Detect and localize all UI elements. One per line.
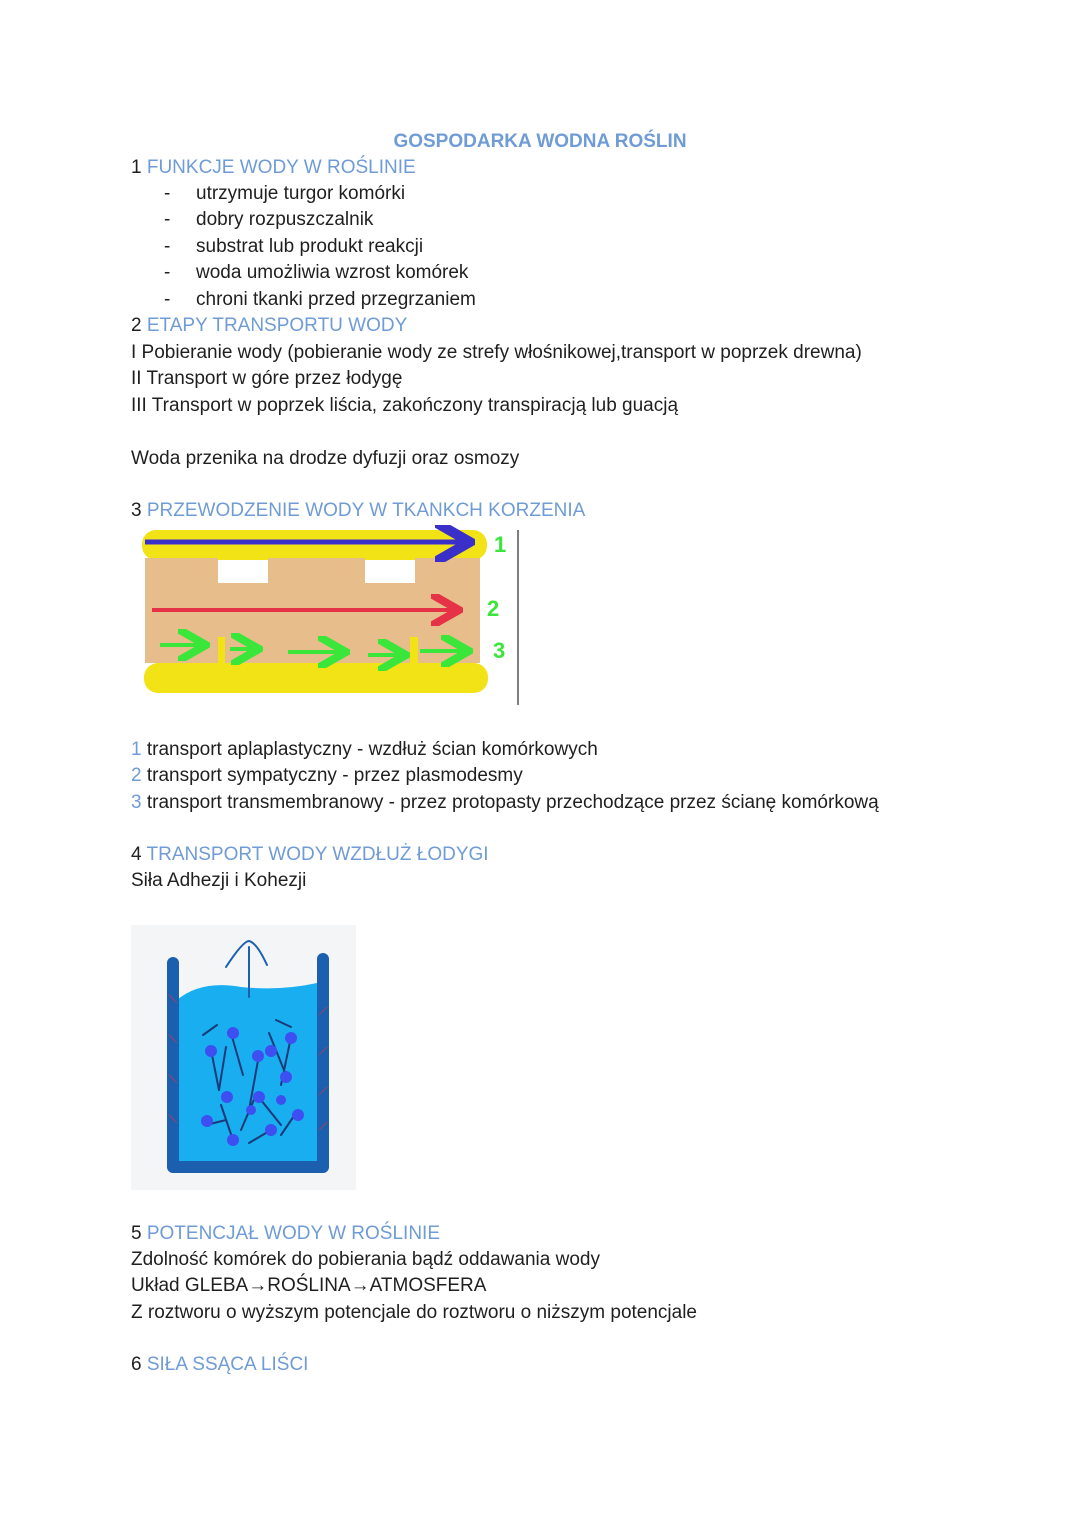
legend-text: transport aplaplastyczny - wzdłuż ścian komórkowych [146, 739, 598, 760]
legend-item-3 [131, 790, 879, 816]
section-number: 1 [131, 157, 142, 178]
cell-wall-top [142, 530, 487, 560]
legend-text: transport sympatyczny - przez plasmodesmy [146, 765, 523, 786]
section-5-heading [131, 1221, 440, 1247]
section-6-heading [131, 1352, 308, 1378]
legend-number: 3 [131, 792, 142, 813]
cell-gap [410, 637, 418, 663]
list-item: chroni tkanki przed przegrzaniem [196, 289, 476, 310]
legend-text: transport transmembranowy - przez protopasty przechodzące przez ścianę komórkową [146, 792, 879, 813]
section-title: ETAPY TRANSPORTU WODY [146, 315, 408, 336]
bullet-dash: - [164, 209, 171, 230]
legend-item-1 [131, 737, 598, 763]
section-number: 4 [131, 844, 142, 865]
paragraph: Z roztworu o wyższym potencjale do roztworu o niższym potencjale [131, 1302, 698, 1323]
paragraph: Woda przenika na drodze dyfuzji oraz osmozy [131, 448, 520, 469]
section-2-heading [131, 313, 407, 339]
list-item: utrzymuje turgor komórki [196, 183, 406, 204]
section-title: PRZEWODZENIE WODY W TKANKCH KORZENIA [146, 500, 586, 521]
section-number: 5 [131, 1223, 142, 1244]
section-title: POTENCJAŁ WODY W ROŚLINIE [146, 1223, 440, 1244]
list-item: dobry rozpuszczalnik [196, 209, 374, 230]
stage-line: III Transport w poprzek liścia, zakończony transpiracją lub guacją [131, 395, 679, 416]
bullet-dash: - [164, 262, 171, 283]
legend-item-2 [131, 763, 523, 789]
section-title: FUNKCJE WODY W ROŚLINIE [146, 157, 416, 178]
legend-number: 1 [131, 739, 142, 760]
section-1-heading [131, 155, 416, 181]
root-transport-diagram [130, 525, 530, 710]
section-title: SIŁA SSĄCA LIŚCI [146, 1354, 309, 1375]
water-fill [177, 983, 317, 1163]
bullet-dash: - [164, 183, 171, 204]
paragraph: Zdolność komórek do pobierania bądź oddawania wody [131, 1249, 600, 1270]
list-item: woda umożliwia wzrost komórek [196, 262, 469, 283]
diagram-label-2: 2 [487, 596, 500, 621]
xylem-vessel-diagram [131, 925, 356, 1190]
stage-line: II Transport w góre przez łodygę [131, 368, 403, 389]
list-item: substrat lub produkt reakcji [196, 236, 424, 257]
document-title: GOSPODARKA WODNA ROŚLIN [393, 131, 687, 152]
section-number: 2 [131, 315, 142, 336]
section-number: 3 [131, 500, 142, 521]
diagram-label-1: 1 [494, 532, 507, 557]
cell-gap [218, 637, 225, 663]
paragraph: Układ GLEBA→ROŚLINA→ATMOSFERA [131, 1275, 487, 1296]
stage-line: I Pobieranie wody (pobieranie wody ze strefy włośnikowej,transport w poprzek drewna) [131, 342, 862, 363]
legend-number: 2 [131, 765, 142, 786]
bullet-dash: - [164, 289, 171, 310]
section-number: 6 [131, 1354, 142, 1375]
paragraph: Siła Adhezji i Kohezji [131, 870, 307, 891]
diagram-label-3: 3 [493, 638, 506, 663]
bullet-dash: - [164, 236, 171, 257]
cell-wall-bottom [144, 663, 488, 693]
section-3-heading [131, 498, 585, 524]
section-title: TRANSPORT WODY WZDŁUŻ ŁODYGI [146, 844, 489, 865]
section-4-heading [131, 842, 489, 868]
